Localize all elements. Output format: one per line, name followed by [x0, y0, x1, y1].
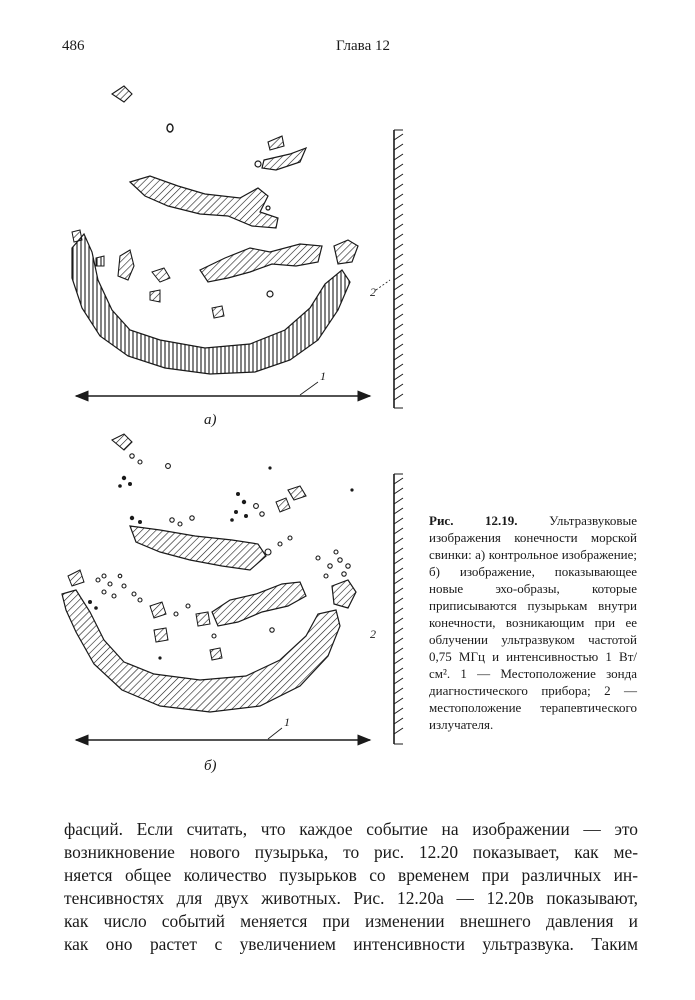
body-line: тенсивностях для двух животных. Рис. 12.20а — 12.20в показывают,: [64, 888, 638, 908]
label-1-a: 1: [320, 369, 326, 383]
transducer-2-b: [394, 474, 403, 744]
echo-blob-a-3: [112, 86, 132, 102]
body-line: няется общее количество пузырьков со временем при различных ин-: [64, 865, 638, 885]
label-2-a: 2: [370, 285, 376, 299]
body-line: возникновение нового пузырька, то рис. 12.20 показывает, как ме-: [64, 842, 638, 862]
caption-title: Рис. 12.19.: [429, 513, 518, 528]
panel-b-label: б): [204, 758, 217, 774]
echo-band-a-2: [200, 244, 322, 282]
echo-blob-a-1: [334, 240, 358, 264]
echo-band-b-1: [130, 526, 266, 570]
body-text: [64, 818, 638, 956]
figure-caption: [429, 512, 637, 733]
label-1-b: 1: [284, 715, 290, 729]
panel-b: [62, 434, 403, 774]
body-line: фасций. Если считать, что каждое событие на изображении — это: [64, 819, 638, 839]
echo-blob-a-2: [262, 148, 306, 170]
panel-a: [72, 86, 403, 428]
echo-blob-b-1: [332, 580, 356, 608]
echo-band-b-2: [212, 582, 306, 626]
echo-band-a-1: [130, 176, 278, 228]
tissue-arc-b: [62, 590, 340, 712]
caption-text: Ультразвуковые изображения конечности морской свинки: а) контрольное изображение; б) изображение, показывающее новые эхо-образы, которые приписываются пузырькам внутри конечности, возникающим при ее облучении ультразвуком частотой 0,75 МГц и интенсивностью 1 Вт/см². 1 — Местоположение зонда диагностического прибора; 2 — местоположение терапевтического излучателя.: [429, 513, 638, 732]
transducer-2-a: [394, 130, 403, 408]
label-2-b: 2: [370, 627, 376, 641]
body-line: как оно растет с увеличением интенсивности ультразвука. Таким: [64, 934, 638, 954]
panel-a-label: а): [204, 412, 217, 428]
page-number: 486: [62, 38, 85, 54]
running-head: Глава 12: [336, 38, 390, 54]
body-line: как число событий меняется при изменении внешнего давления и: [64, 911, 638, 931]
